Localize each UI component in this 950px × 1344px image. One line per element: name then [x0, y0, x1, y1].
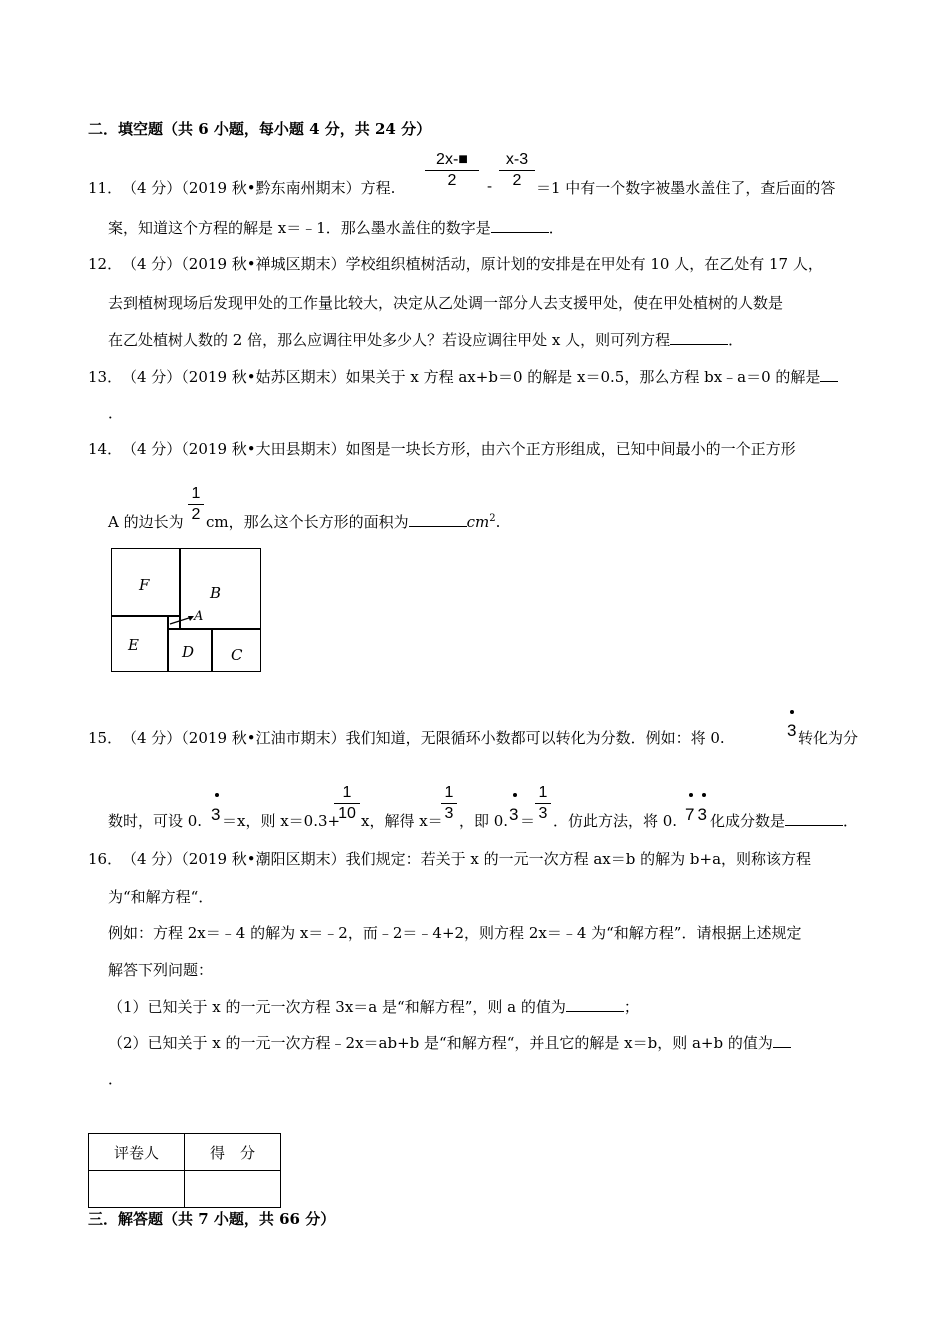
q16-sub2-end: ．: [108, 1070, 124, 1088]
q11-end: ．: [548, 219, 564, 237]
q15-number: 15．: [88, 729, 123, 747]
q14-frac-denominator: 2: [191, 506, 201, 523]
q11-line1: [122, 177, 395, 198]
label-c: C: [231, 646, 243, 664]
q15-f1-numerator: 1: [342, 784, 352, 801]
score-table-score-header: 得 分: [185, 1134, 281, 1171]
square-e: [111, 615, 169, 672]
q14-line2b-text: cm，那么这个长方形的面积为: [206, 513, 409, 531]
q12-line2: 去到植树现场后发现甲处的工作量比较大，决定从乙处调一部分人去支援甲处，使在甲处植树的人数是: [108, 294, 784, 312]
q15-line1b: 转化为分: [798, 729, 859, 747]
q15-repeating-digit-3: 3: [509, 805, 519, 824]
q11-line2-text: 案，知道这个方程的解是 x＝﹣1．那么墨水盖住的数字是: [108, 219, 491, 237]
q15-l2f: ．仿此方法，将 0.: [553, 812, 678, 830]
q15-end: ．: [843, 812, 859, 830]
q15-f2-denominator: 3: [444, 805, 454, 822]
label-a: A: [194, 609, 204, 624]
q11-after: ＝1 中有一个数字被墨水盖住了，查后面的答: [536, 179, 836, 197]
q15-f3-numerator: 1: [538, 784, 548, 801]
q16-line4: 解答下列问题：: [108, 961, 214, 979]
q16-line1: （4 分）（2019 秋•潮阳区期末）我们规定：若关于 x 的一元一次方程 ax＝b 的解为 b+a，则称该方程: [122, 850, 812, 868]
q11-source: （2019 秋•黔东南州期末）方程: [181, 179, 391, 197]
q15-line1: （4 分）（2019 秋•江油市期末）我们知道，无限循环小数都可以转化为分数．例如：将 0.: [122, 729, 725, 747]
score-table-grader-header: 评卷人: [89, 1134, 185, 1171]
q11-frac1-denominator: 2: [447, 172, 457, 189]
q16-sub2-text: （2）已知关于 x 的一元一次方程﹣2x＝ab+b 是“和解方程“，并且它的解是 x＝b，则 a+b 的值为: [108, 1034, 773, 1052]
q14-unit-exponent: 2: [489, 513, 496, 524]
q16-sub1-blank[interactable]: [566, 997, 624, 1012]
q15-f3-denominator: 3: [538, 805, 548, 822]
q12-line3: [108, 329, 743, 350]
q12-end: ．: [728, 331, 744, 349]
q16-sub2: [108, 1032, 791, 1053]
q13-line1-text: （4 分）（2019 秋•姑苏区期末）如果关于 x 方程 ax+b＝0 的解是 x＝0.5，那么方程 bx﹣a＝0 的解是: [122, 368, 821, 386]
label-f: F: [139, 576, 150, 594]
q16-sub1-end: ；: [623, 998, 639, 1016]
q13-end: ．: [108, 404, 124, 422]
q14-end: .: [495, 513, 501, 531]
q15-fraction-1-3-a: [441, 783, 457, 824]
q15-l2e: ＝: [520, 812, 536, 830]
q12-line1: （4 分）（2019 秋•禅城区期末）学校组织植树活动，原计划的安排是在甲处有 10 人，在乙处有 17 人，: [122, 255, 823, 273]
q15-f1-denominator: 10: [338, 805, 356, 822]
q14-line1: （4 分）（2019 秋•大田县期末）如图是一块长方形，由六个正方形组成，已知中间最小的一个正方形: [122, 440, 796, 458]
score-table-grader-cell[interactable]: [89, 1171, 185, 1208]
q16-sub2-blank[interactable]: [773, 1033, 791, 1048]
q13-line1: [122, 366, 838, 387]
q11-fraction-2: [499, 150, 535, 191]
q16-line2: 为“和解方程“．: [108, 888, 214, 906]
q16-sub1: [108, 996, 639, 1017]
label-e: E: [128, 636, 139, 654]
q11-frac2-denominator: 2: [512, 172, 522, 189]
q16-number: 16．: [88, 850, 123, 868]
q15-repeating-digits-73: 73: [685, 805, 710, 824]
q16-sub1-text: （1）已知关于 x 的一元一次方程 3x＝a 是“和解方程”，则 a 的值为: [108, 998, 566, 1016]
q15-l2g-line: [710, 810, 858, 831]
q13-answer-blank[interactable]: [820, 367, 838, 382]
q11-frac1-numerator: 2x-■: [436, 151, 468, 168]
q11-line2: [108, 217, 564, 238]
q11-minus: -: [487, 177, 493, 195]
section2-title: 二．填空题（共 6 小题，每小题 4 分，共 24 分）: [88, 120, 432, 138]
q12-answer-blank[interactable]: [670, 330, 728, 345]
q15-l2g: 化成分数是: [710, 812, 786, 830]
q15-l2b: ＝x，则 x＝0.3+: [222, 812, 341, 830]
q15-fraction-1-10: [334, 783, 360, 824]
q13-number: 13．: [88, 368, 123, 386]
q11-score: （4 分）: [122, 179, 182, 197]
q15-fraction-1-3-b: [535, 783, 551, 824]
q15-f2-numerator: 1: [444, 784, 454, 801]
section3-title: 三．解答题（共 7 小题，共 66 分）: [88, 1210, 336, 1228]
label-d: D: [182, 643, 195, 661]
repeat-dot: [702, 793, 706, 797]
q14-fraction: [188, 484, 204, 525]
q14-number: 14．: [88, 440, 123, 458]
q11-period: .: [390, 179, 396, 197]
repeat-dot: [513, 793, 517, 797]
q14-answer-blank[interactable]: [409, 512, 467, 527]
label-b: B: [210, 584, 222, 602]
q12-line3-text: 在乙处植树人数的 2 倍，那么应调往甲处多少人？若设应调往甲处 x 人，则可列方程: [108, 331, 671, 349]
q11-answer-blank[interactable]: [491, 218, 549, 233]
q14-unit: cm: [466, 513, 490, 531]
q12-number: 12．: [88, 255, 123, 273]
q14-line2a: A 的边长为: [108, 513, 184, 531]
q15-repeating-digit-2: 3: [211, 805, 221, 824]
q14-line2b: [206, 511, 500, 532]
repeat-dot: [689, 793, 693, 797]
q14-frac-numerator: 1: [191, 485, 201, 502]
repeat-dot: [790, 710, 794, 714]
q16-line3: 例如：方程 2x＝﹣4 的解为 x＝﹣2，而﹣2＝﹣4+2，则方程 2x＝﹣4 为“和解方程”．请根据上述规定: [108, 924, 802, 942]
repeat-dot: [215, 793, 219, 797]
score-table-score-cell[interactable]: [185, 1171, 281, 1208]
q15-answer-blank[interactable]: [785, 811, 843, 826]
score-table: [88, 1133, 281, 1208]
q11-number: 11．: [88, 179, 123, 197]
q11-fraction-1: [425, 150, 479, 191]
q11-frac2-numerator: x-3: [505, 151, 529, 168]
q15-repeating-digit-1: 3: [787, 721, 797, 740]
q15-l2c: x，解得 x＝: [361, 812, 443, 830]
q15-l2d: ，即 0.: [459, 812, 509, 830]
q15-l2a: 数时，可设 0.: [108, 812, 203, 830]
